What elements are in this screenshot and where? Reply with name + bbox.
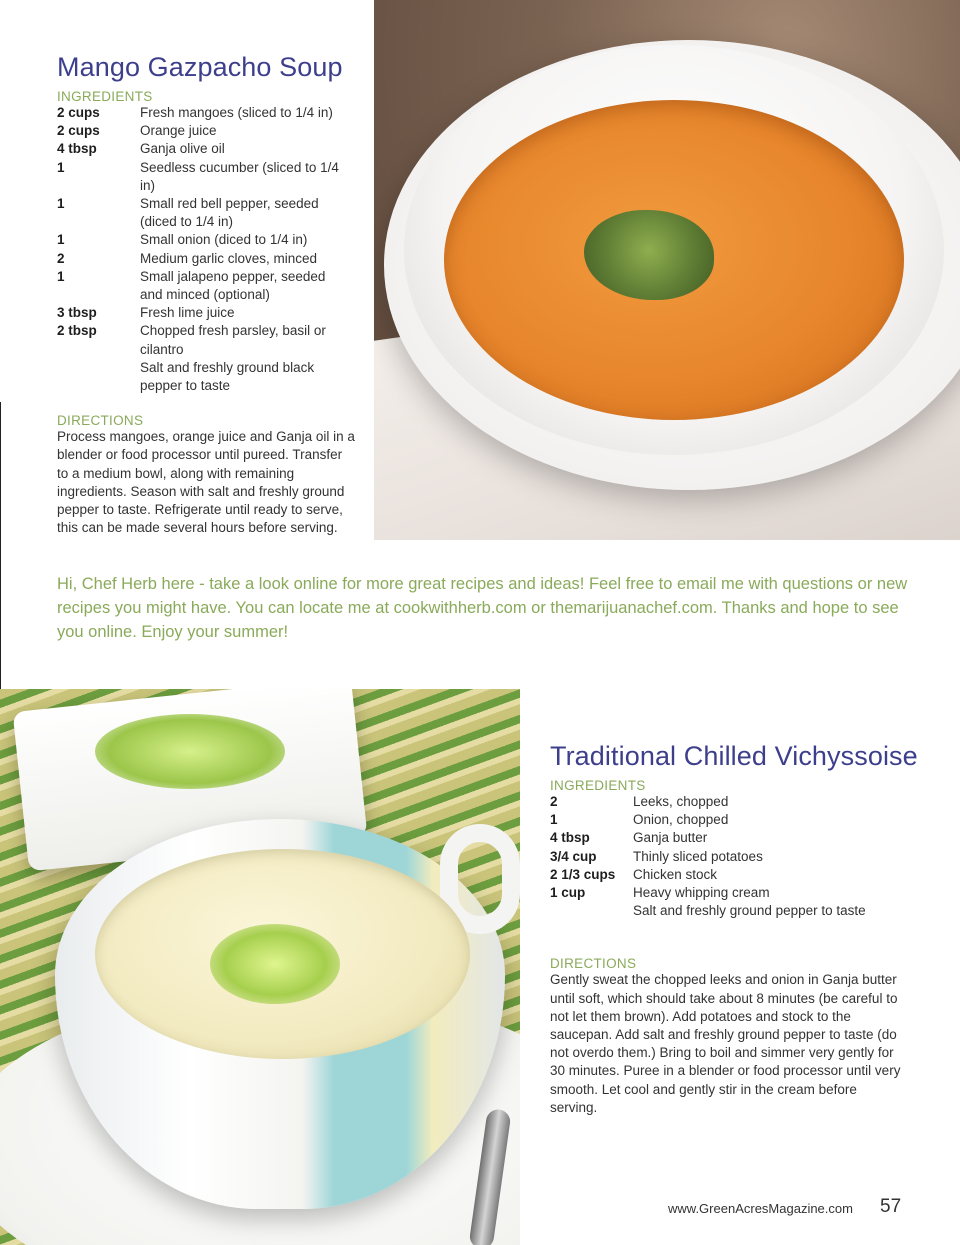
ingredient-item: Orange juice bbox=[140, 123, 217, 139]
directions-text: Process mangoes, orange juice and Ganja oil in a blender or food processor until pureed. Transfer to a medium bowl, along with remaining ingredients. Season with salt and freshly ground pepper to taste. Refrigerate until ready to serve, this can be made several hours before serving. bbox=[57, 429, 355, 536]
ingredient-item: Small jalapeno pepper, seeded and minced (optional) bbox=[140, 268, 326, 303]
recipe-title: Traditional Chilled Vichyssoise bbox=[550, 741, 918, 771]
recipe-vichyssoise bbox=[550, 741, 920, 1117]
directions-label: DIRECTIONS bbox=[57, 413, 144, 429]
ingredient-item: Fresh mangoes (sliced to 1/4 in) bbox=[140, 105, 333, 120]
ingredient-quantity: 2 bbox=[57, 250, 65, 266]
page-edge-rule bbox=[0, 402, 1, 689]
ingredient-row bbox=[550, 811, 913, 829]
ingredient-row bbox=[57, 140, 345, 158]
directions-label: DIRECTIONS bbox=[550, 956, 637, 972]
ingredient-quantity: 1 cup bbox=[550, 885, 586, 901]
ingredient-row bbox=[550, 902, 913, 920]
ingredient-item: Small onion (diced to 1/4 in) bbox=[140, 232, 308, 248]
ingredient-row bbox=[550, 848, 913, 866]
ingredient-quantity: 2 cups bbox=[57, 105, 100, 120]
directions-text: Gently sweat the chopped leeks and onion in Ganja butter until soft, which should take about 8 minutes (be careful to not let them brown). Add potatoes and stock to the saucepan. Add salt and freshly ground pepper to taste (do not overdo them.) Bring to boil and simmer very gently for 30 minutes. Puree in a blender or food processor until very smooth. Let cool and gently stir in the cream before serving. bbox=[550, 972, 901, 1115]
ingredients-table bbox=[550, 793, 913, 920]
chopped-leeks bbox=[95, 714, 285, 789]
ingredients-table bbox=[57, 104, 345, 395]
ingredient-item: Fresh lime juice bbox=[140, 305, 235, 321]
ingredient-item: Medium garlic cloves, minced bbox=[140, 250, 318, 266]
ingredient-quantity: 1 bbox=[57, 232, 65, 248]
ingredient-quantity: 2 1/3 cups bbox=[550, 866, 616, 882]
ingredient-row bbox=[57, 322, 345, 358]
ingredient-row bbox=[57, 122, 345, 140]
ingredient-quantity: 2 tbsp bbox=[57, 323, 97, 339]
recipe-mango-gazpacho bbox=[57, 52, 357, 537]
vichyssoise-photo bbox=[0, 689, 520, 1245]
chef-note: Hi, Chef Herb here - take a look online for more great recipes and ideas! Feel free to email me with questions or new recipes you might have. You can locate me at cookwithherb.com or themarijuanachef.com. Thanks and hope to see you online. Enjoy your summer! bbox=[57, 575, 908, 641]
ingredient-item: Salt and freshly ground pepper to taste bbox=[633, 903, 866, 919]
leek-garnish bbox=[210, 924, 340, 1004]
ingredient-item: Leeks, chopped bbox=[633, 794, 729, 809]
page-number: 57 bbox=[880, 1196, 902, 1217]
ingredient-row bbox=[57, 304, 345, 322]
ingredient-row bbox=[57, 231, 345, 249]
ingredient-quantity: 1 bbox=[550, 812, 558, 828]
ingredient-quantity: 1 bbox=[57, 159, 65, 175]
ingredient-quantity: 1 bbox=[57, 268, 65, 284]
ingredient-item: Thinly sliced potatoes bbox=[633, 848, 763, 864]
ingredient-row bbox=[550, 829, 913, 847]
ingredient-row bbox=[57, 104, 345, 122]
ingredient-row bbox=[550, 793, 913, 811]
ingredient-quantity: 3 tbsp bbox=[57, 305, 97, 321]
ingredient-item: Heavy whipping cream bbox=[633, 885, 770, 901]
mango-gazpacho-photo bbox=[374, 0, 960, 540]
ingredients-label: INGREDIENTS bbox=[550, 778, 646, 793]
ingredients-label: INGREDIENTS bbox=[57, 89, 153, 104]
ingredient-item: Seedless cucumber (sliced to 1/4 in) bbox=[140, 159, 339, 193]
ingredient-row bbox=[57, 268, 345, 304]
ingredient-item: Ganja olive oil bbox=[140, 141, 225, 157]
ingredient-quantity: 2 cups bbox=[57, 123, 100, 139]
recipe-title: Mango Gazpacho Soup bbox=[57, 52, 343, 82]
ingredient-quantity: 2 bbox=[550, 794, 558, 809]
ingredient-row bbox=[57, 159, 345, 195]
ingredient-row bbox=[550, 866, 913, 884]
ingredient-quantity bbox=[550, 902, 633, 920]
ingredient-item: Salt and freshly ground black pepper to taste bbox=[140, 359, 315, 394]
ingredient-row bbox=[57, 195, 345, 231]
ingredient-quantity: 4 tbsp bbox=[57, 141, 97, 157]
ingredient-row bbox=[57, 359, 345, 395]
footer-url: www.GreenAcresMagazine.com bbox=[668, 1201, 853, 1216]
ingredient-row bbox=[57, 250, 345, 268]
ingredient-quantity bbox=[57, 359, 140, 395]
ingredient-item: Small red bell pepper, seeded (diced to 1/4 in) bbox=[140, 196, 319, 230]
ingredient-quantity: 3/4 cup bbox=[550, 848, 597, 864]
ingredient-item: Onion, chopped bbox=[633, 812, 729, 828]
ingredient-item: Ganja butter bbox=[633, 830, 708, 846]
ingredient-quantity: 4 tbsp bbox=[550, 830, 590, 846]
ingredient-item: Chicken stock bbox=[633, 866, 718, 882]
ingredient-quantity: 1 bbox=[57, 196, 65, 212]
ingredient-row bbox=[550, 884, 913, 902]
ingredient-item: Chopped fresh parsley, basil or cilantro bbox=[140, 323, 326, 357]
